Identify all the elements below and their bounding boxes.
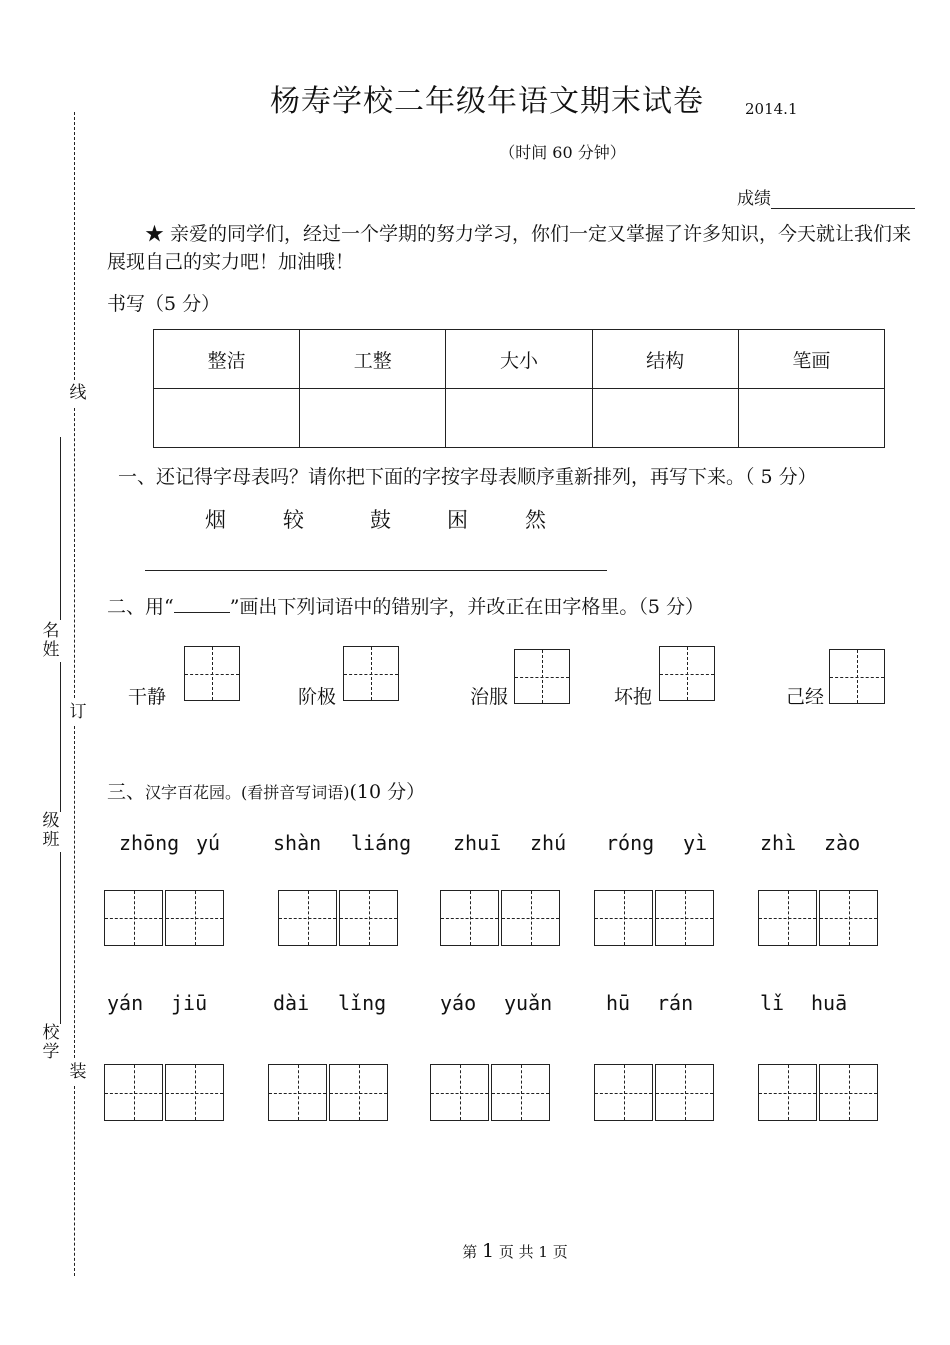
writing-section-title: 书写（5 分） <box>107 293 221 315</box>
writing-column-header: 整洁 <box>154 330 300 389</box>
writing-score-cell[interactable] <box>738 389 884 448</box>
tian-grid-box[interactable] <box>758 890 817 946</box>
school-field-line <box>60 852 61 1024</box>
margin-label-zhuang: 装 <box>69 1062 87 1082</box>
underline-sample <box>174 594 230 613</box>
writing-score-cell[interactable] <box>300 389 446 448</box>
tian-grid-box[interactable] <box>268 1064 327 1121</box>
pinyin-syllable: zhōng <box>119 831 180 855</box>
section-2-title <box>107 592 704 619</box>
tian-grid-box[interactable] <box>655 890 714 946</box>
time-limit: （时间 60 分钟） <box>499 143 626 162</box>
page-footer <box>0 1240 950 1262</box>
pinyin-syllable: liáng <box>351 831 412 855</box>
char-item: 烟 <box>205 508 226 532</box>
writing-score-cell[interactable] <box>154 389 300 448</box>
score-blank[interactable] <box>771 191 915 209</box>
pinyin-syllable: shàn <box>273 831 322 855</box>
writing-score-table <box>153 329 885 448</box>
margin-label-ding: 订 <box>69 702 87 722</box>
tian-grid-box[interactable] <box>184 646 240 701</box>
typo-word: 干静 <box>128 686 167 708</box>
exam-date: 2014.1 <box>745 100 798 118</box>
tian-grid-box[interactable] <box>514 649 570 704</box>
answer-line[interactable] <box>145 570 607 571</box>
tian-grid-box[interactable] <box>165 890 224 946</box>
writing-column-header: 工整 <box>300 330 446 389</box>
score-label: 成绩 <box>737 189 771 209</box>
footer-suffix: 页 共 1 页 <box>494 1243 568 1261</box>
tian-grid-box[interactable] <box>594 1064 653 1121</box>
pinyin-syllable: hū <box>606 991 631 1015</box>
tian-grid-box[interactable] <box>819 890 878 946</box>
score-field <box>737 184 915 209</box>
tian-grid-box[interactable] <box>829 649 885 704</box>
writing-score-cell[interactable] <box>446 389 592 448</box>
tian-grid-box[interactable] <box>758 1064 817 1121</box>
tian-grid-box[interactable] <box>501 890 560 946</box>
tian-grid-box[interactable] <box>819 1064 878 1121</box>
typo-word: 己经 <box>786 686 825 708</box>
margin-label-ming: 名 <box>42 621 60 641</box>
page-number: 1 <box>482 1240 495 1262</box>
typo-word: 坏抱 <box>614 686 653 708</box>
class-field-line <box>60 662 61 812</box>
margin-label-xue: 学 <box>42 1042 60 1062</box>
typo-word: 治服 <box>470 686 509 708</box>
pinyin-syllable: yán <box>107 991 144 1015</box>
section-1-title: 一、还记得字母表吗？请你把下面的字按字母表顺序重新排列，再写下来。（ 5 分） <box>118 466 817 488</box>
tian-grid-box[interactable] <box>440 890 499 946</box>
margin-label-xiao: 校 <box>42 1023 60 1043</box>
char-item: 困 <box>447 508 468 532</box>
writing-column-header: 结构 <box>592 330 738 389</box>
pinyin-syllable: yú <box>196 831 221 855</box>
tian-grid-box[interactable] <box>430 1064 489 1121</box>
pinyin-syllable: yuǎn <box>504 991 553 1015</box>
tian-grid-box[interactable] <box>343 646 399 701</box>
intro-paragraph <box>107 220 922 276</box>
name-field-line <box>60 437 61 620</box>
intro-text: 亲爱的同学们，经过一个学期的努力学习，你们一定又掌握了许多知识，今天就让我们来展现自己的实力吧！加油哦！ <box>107 223 912 273</box>
star-icon: ★ <box>145 223 165 245</box>
section-2-title-start: 二、用“ <box>107 596 174 618</box>
margin-label-ban: 班 <box>42 830 60 850</box>
section-2-title-end: ”画出下列词语中的错别字，并改正在田字格里。（5 分） <box>229 596 705 618</box>
pinyin-syllable: róng <box>606 831 655 855</box>
pinyin-syllable: lǐng <box>338 991 387 1015</box>
writing-column-header: 笔画 <box>738 330 884 389</box>
tian-grid-box[interactable] <box>491 1064 550 1121</box>
pinyin-syllable: jiū <box>171 991 208 1015</box>
dashed-cut-line <box>74 726 75 1058</box>
margin-label-ji: 级 <box>42 811 60 831</box>
tian-grid-box[interactable] <box>329 1064 388 1121</box>
tian-grid-box[interactable] <box>594 890 653 946</box>
tian-grid-box[interactable] <box>659 646 715 701</box>
section-3-score: (10 分） <box>349 781 426 803</box>
margin-label-xian: 线 <box>69 383 87 403</box>
pinyin-syllable: dài <box>273 991 310 1015</box>
pinyin-syllable: zhuī <box>453 831 502 855</box>
writing-column-header: 大小 <box>446 330 592 389</box>
dashed-cut-line <box>74 408 75 698</box>
section-3-title <box>107 777 425 804</box>
pinyin-syllable: zhú <box>530 831 567 855</box>
char-item: 然 <box>525 508 546 532</box>
tian-grid-box[interactable] <box>339 890 398 946</box>
margin-label-xing: 姓 <box>42 640 60 660</box>
section-3-number: 三、 <box>107 781 146 803</box>
writing-score-cell[interactable] <box>592 389 738 448</box>
pinyin-syllable: yì <box>683 831 708 855</box>
tian-grid-box[interactable] <box>165 1064 224 1121</box>
section-3-instruction: 汉字百花园。(看拼音写词语) <box>145 783 350 802</box>
pinyin-syllable: huā <box>811 991 848 1015</box>
typo-word: 阶极 <box>298 686 337 708</box>
tian-grid-box[interactable] <box>104 890 163 946</box>
tian-grid-box[interactable] <box>104 1064 163 1121</box>
char-item: 鼓 <box>370 508 391 532</box>
pinyin-syllable: rán <box>657 991 694 1015</box>
char-item: 较 <box>283 508 304 532</box>
pinyin-syllable: lǐ <box>760 991 785 1015</box>
tian-grid-box[interactable] <box>278 890 337 946</box>
pinyin-syllable: zhì <box>760 831 797 855</box>
exam-title: 杨寿学校二年级年语文期末试卷 <box>270 84 704 119</box>
pinyin-syllable: yáo <box>440 991 477 1015</box>
pinyin-syllable: zào <box>824 831 861 855</box>
tian-grid-box[interactable] <box>655 1064 714 1121</box>
footer-prefix: 第 <box>462 1243 483 1261</box>
